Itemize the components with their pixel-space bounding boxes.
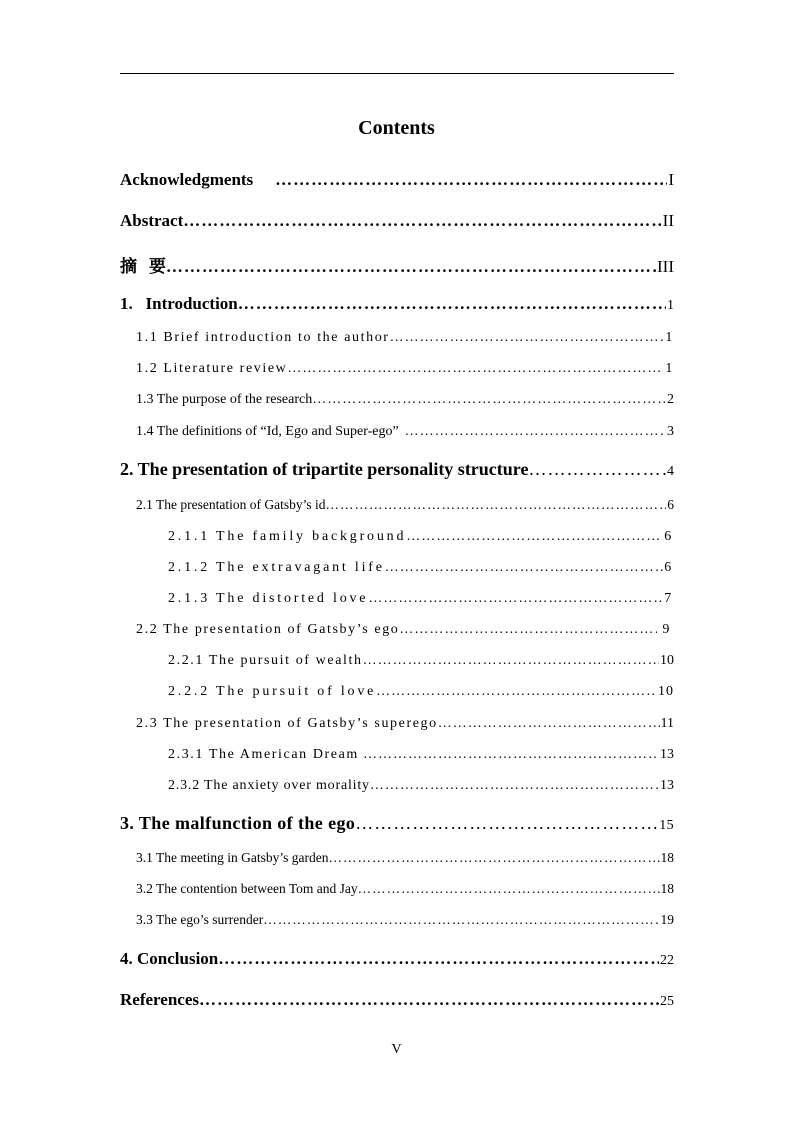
toc-entry-label: 3.1 The meeting in Gatsby’s garden bbox=[136, 850, 329, 865]
toc-entry-label: 2.2 The presentation of Gatsby’s ego bbox=[136, 622, 400, 637]
toc-entry-label: 2.3.2 The anxiety over morality bbox=[168, 778, 370, 793]
toc-entry-2-3-2[interactable] bbox=[168, 778, 674, 800]
toc-entry-label: 1.1 Brief introduction to the author bbox=[136, 330, 390, 345]
toc-entry-chapter-2[interactable] bbox=[120, 459, 674, 481]
toc-entry-page: 18 bbox=[660, 881, 674, 896]
dot-leader bbox=[363, 653, 659, 669]
dot-leader bbox=[399, 622, 657, 638]
dot-leader bbox=[358, 881, 660, 897]
toc-entry-page: 1 bbox=[665, 330, 674, 345]
dot-leader bbox=[183, 211, 661, 231]
dot-leader bbox=[528, 459, 666, 480]
page-number: V bbox=[391, 1042, 402, 1057]
dot-leader bbox=[438, 716, 660, 732]
toc-entry-page: 22 bbox=[660, 953, 674, 968]
toc-entry-2-1[interactable] bbox=[136, 497, 674, 519]
toc-entry-3-2[interactable] bbox=[136, 881, 674, 903]
toc-entry-label: 2.2.1 The pursuit of wealth bbox=[168, 653, 363, 668]
toc-entry-page: 11 bbox=[660, 716, 674, 731]
toc-entry-page: 15 bbox=[659, 818, 674, 833]
toc-entry-page: 13 bbox=[660, 778, 674, 793]
header-rule bbox=[120, 73, 674, 74]
toc-entry-label: 摘 要 bbox=[120, 257, 166, 274]
dot-leader bbox=[287, 361, 664, 377]
toc-entry-label: 2. The presentation of tripartite personality structure bbox=[120, 459, 529, 479]
toc-entry-acknowledgments[interactable] bbox=[120, 170, 674, 192]
toc-entry-1-4[interactable] bbox=[136, 424, 674, 446]
toc-entry-label: 2.1 The presentation of Gatsby’s id bbox=[136, 497, 326, 512]
toc-entry-page: II bbox=[662, 211, 674, 230]
contents-title: Contents bbox=[358, 117, 435, 139]
toc-entry-page: 4 bbox=[667, 464, 674, 479]
dot-leader bbox=[385, 560, 663, 576]
toc-entry-2-2-2[interactable] bbox=[168, 684, 674, 706]
toc-entry-page: 10 bbox=[658, 684, 674, 699]
toc-entry-2-1-2[interactable] bbox=[168, 560, 674, 582]
toc-entry-label: Acknowledgments bbox=[120, 170, 254, 189]
toc-entry-label: 3.3 The ego’s surrender bbox=[136, 912, 264, 927]
toc-entry-chinese-abstract[interactable] bbox=[120, 252, 674, 274]
toc-entry-page: 9 bbox=[662, 622, 671, 637]
toc-entry-page: 6 bbox=[664, 529, 674, 544]
dot-leader bbox=[263, 912, 659, 928]
dot-leader bbox=[238, 294, 666, 314]
toc-entry-page: 13 bbox=[660, 747, 674, 762]
toc-entry-page: 1 bbox=[665, 361, 674, 376]
toc-entry-introduction[interactable] bbox=[120, 294, 674, 316]
dot-leader bbox=[325, 497, 666, 513]
dot-leader bbox=[368, 591, 663, 607]
toc-entry-page: 7 bbox=[664, 591, 674, 606]
toc-entry-label: References bbox=[120, 990, 199, 1009]
toc-entry-label: 2.3.1 The American Dream bbox=[168, 747, 359, 762]
toc-entry-label: 1.3 The purpose of the research bbox=[136, 392, 313, 407]
toc-entry-label: 1.4 The definitions of “Id, Ego and Super-ego” bbox=[136, 424, 399, 439]
toc-entry-page: 10 bbox=[660, 653, 674, 668]
toc-entry-page: 18 bbox=[660, 850, 674, 865]
dot-leader bbox=[405, 424, 666, 440]
toc-entry-page: III bbox=[657, 257, 674, 274]
toc-entry-abstract[interactable] bbox=[120, 211, 674, 233]
dot-leader bbox=[328, 850, 659, 866]
toc-entry-2-2[interactable] bbox=[136, 622, 671, 644]
toc-entry-3-1[interactable] bbox=[136, 850, 674, 872]
toc-entry-page: 19 bbox=[660, 912, 674, 927]
toc-entry-conclusion[interactable] bbox=[120, 949, 674, 971]
toc-entry-label: Abstract bbox=[120, 211, 184, 230]
dot-leader bbox=[370, 778, 659, 794]
toc-entry-2-1-1[interactable] bbox=[168, 529, 674, 551]
dot-leader bbox=[406, 529, 663, 545]
toc-entry-references[interactable] bbox=[120, 990, 674, 1012]
toc-entry-page: 25 bbox=[660, 994, 674, 1009]
dot-leader bbox=[199, 990, 659, 1010]
dot-leader bbox=[363, 747, 659, 763]
toc-entry-page: 6 bbox=[664, 560, 674, 575]
toc-entry-2-1-3[interactable] bbox=[168, 591, 674, 613]
toc-entry-2-3-1[interactable] bbox=[168, 747, 674, 769]
toc-entry-label: 3. The malfunction of the ego bbox=[120, 813, 356, 833]
toc-entry-label: 3.2 The contention between Tom and Jay bbox=[136, 881, 358, 896]
toc-entry-page: 1 bbox=[667, 298, 674, 313]
dot-leader bbox=[218, 949, 659, 969]
toc-entry-page: 3 bbox=[667, 424, 674, 439]
toc-entry-1-1[interactable] bbox=[136, 330, 674, 352]
dot-leader bbox=[376, 684, 657, 700]
dot-leader bbox=[312, 392, 666, 408]
dot-leader bbox=[390, 330, 665, 346]
toc-entry-label: 2.3 The presentation of Gatsby’s superego bbox=[136, 716, 438, 731]
toc-entry-2-3[interactable] bbox=[136, 716, 674, 738]
toc-entry-1-2[interactable] bbox=[136, 361, 674, 383]
toc-entry-label: 2.2.2 The pursuit of love bbox=[168, 684, 377, 699]
toc-entry-3-3[interactable] bbox=[136, 912, 674, 934]
toc-entry-label: 1. Introduction bbox=[120, 294, 238, 313]
toc-entry-page: 2 bbox=[667, 392, 674, 407]
toc-entry-label: 1.2 Literature review bbox=[136, 361, 288, 376]
toc-entry-label: 2.1.1 The family background bbox=[168, 529, 407, 544]
dot-leader bbox=[355, 813, 658, 834]
toc-entry-1-3[interactable] bbox=[136, 392, 674, 414]
toc-entry-label: 4. Conclusion bbox=[120, 949, 219, 968]
toc-entry-chapter-3[interactable] bbox=[120, 813, 674, 835]
toc-entry-2-2-1[interactable] bbox=[168, 653, 674, 675]
dot-leader bbox=[275, 170, 667, 190]
toc-entry-label: 2.1.3 The distorted love bbox=[168, 591, 369, 606]
toc-entry-page: 6 bbox=[667, 497, 674, 512]
toc-entry-page: I bbox=[668, 170, 674, 189]
toc-entry-label: 2.1.2 The extravagant life bbox=[168, 560, 385, 575]
dot-leader bbox=[166, 257, 656, 274]
